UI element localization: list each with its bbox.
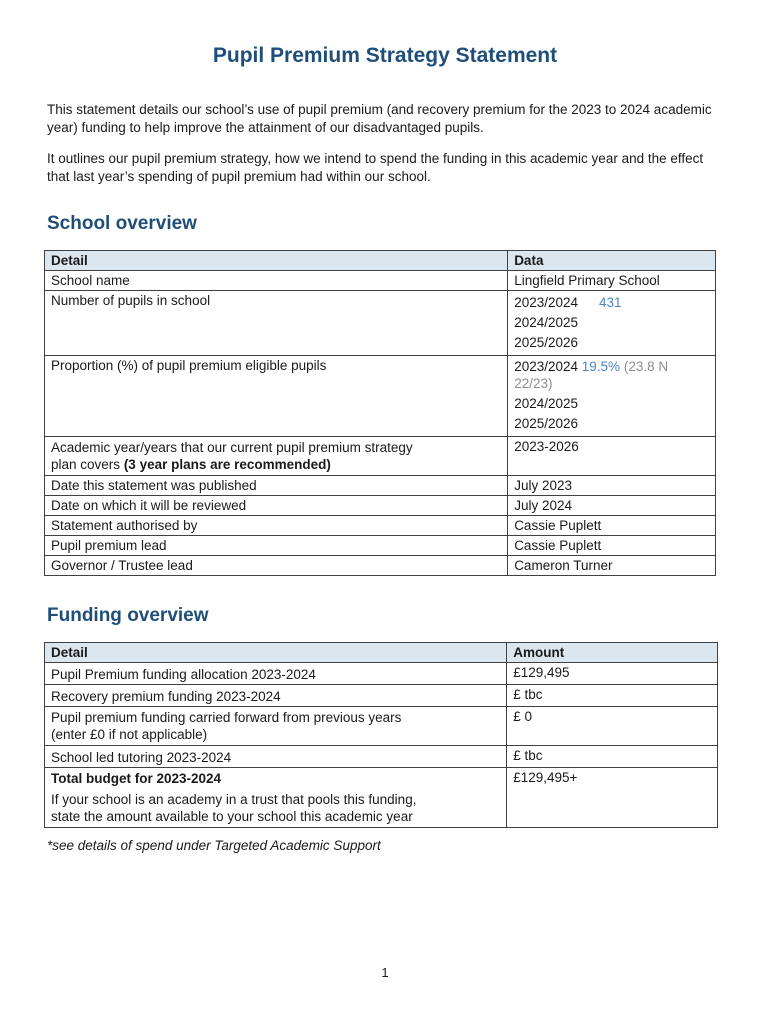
table-header-row: [45, 643, 718, 663]
total-label: Total budget for 2023-2024 If your school is an academy in a trust that pools this funding, state the amount available to your school this academic year: [45, 768, 507, 828]
page-title: Pupil Premium Strategy Statement: [212, 44, 558, 67]
plan-value: 2023-2026: [508, 437, 716, 476]
proportion-previous-b: 22/23): [514, 376, 553, 391]
table-row: [45, 356, 716, 437]
pupils-count-2023: 431: [599, 295, 622, 310]
footnote: *see details of spend under Targeted Academic Support: [47, 838, 381, 853]
plan-label: Academic year/years that our current pupil premium strategy plan covers (3 year plans are recommended): [45, 437, 508, 476]
carried-label: Pupil premium funding carried forward from previous years (enter £0 if not applicable): [45, 707, 507, 746]
page-number: 1: [381, 965, 389, 980]
table-row: [45, 437, 716, 476]
school-name-value: Lingfield Primary School: [508, 271, 716, 291]
pupils-year-2023: 2023/2024: [514, 295, 579, 310]
proportion-value: 2023/2024 19.5% (23.8 N 22/23) 2024/2025 2025/2026: [508, 356, 716, 437]
authorised-label: Statement authorised by: [45, 516, 508, 536]
school-overview-heading: School overview: [47, 213, 197, 234]
proportion-previous-a: (23.8 N: [623, 359, 669, 374]
table-row: [45, 556, 716, 576]
header-detail: Detail: [45, 251, 508, 271]
reviewed-label: Date on which it will be reviewed: [45, 496, 508, 516]
intro-paragraph-2: It outlines our pupil premium strategy, how we intend to spend the funding in this academic year and the effect that last year’s spending of pupil premium had within our school.: [47, 151, 704, 184]
allocation-value: £129,495: [507, 663, 718, 685]
table-row: [45, 271, 716, 291]
header-amount: Amount: [507, 643, 718, 663]
intro-paragraph-1: This statement details our school’s use of pupil premium (and recovery premium for the 2023 to 2024 academic year) funding to help improve the attainment of our disadvantaged pupils.: [47, 102, 712, 135]
lead-value: Cassie Puplett: [508, 536, 716, 556]
total-value: £129,495+: [507, 768, 718, 828]
pupils-year-2024: 2024/2025: [514, 315, 579, 330]
table-row: [45, 663, 718, 685]
carried-value: £ 0: [507, 707, 718, 746]
lead-label: Pupil premium lead: [45, 536, 508, 556]
published-label: Date this statement was published: [45, 476, 508, 496]
header-data: Data: [508, 251, 716, 271]
header-detail: Detail: [45, 643, 507, 663]
table-row: [45, 476, 716, 496]
table-row: [45, 496, 716, 516]
table-row: [45, 707, 718, 746]
funding-overview-table: [44, 642, 718, 828]
proportion-label: Proportion (%) of pupil premium eligible pupils: [45, 356, 508, 437]
pupils-label: Number of pupils in school: [45, 291, 508, 356]
pupils-value: [508, 291, 716, 356]
reviewed-value: July 2024: [508, 496, 716, 516]
school-overview-table: [44, 250, 716, 576]
pupils-year-2025: 2025/2026: [514, 335, 579, 350]
table-row: [45, 516, 716, 536]
proportion-percent: 19.5%: [581, 359, 621, 374]
governor-label: Governor / Trustee lead: [45, 556, 508, 576]
table-row: [45, 768, 718, 828]
recovery-value: £ tbc: [507, 685, 718, 707]
published-value: July 2023: [508, 476, 716, 496]
funding-overview-heading: Funding overview: [47, 605, 209, 626]
allocation-label: Pupil Premium funding allocation 2023-2024: [45, 663, 507, 685]
table-header-row: [45, 251, 716, 271]
table-row: [45, 685, 718, 707]
proportion-year-2024: 2024/2025: [514, 396, 579, 411]
authorised-value: Cassie Puplett: [508, 516, 716, 536]
tutoring-label: School led tutoring 2023-2024: [45, 746, 507, 768]
tutoring-value: £ tbc: [507, 746, 718, 768]
school-name-label: School name: [45, 271, 508, 291]
table-row: [45, 291, 716, 356]
recovery-label: Recovery premium funding 2023-2024: [45, 685, 507, 707]
table-row: [45, 746, 718, 768]
proportion-year-2025: 2025/2026: [514, 416, 579, 431]
governor-value: Cameron Turner: [508, 556, 716, 576]
table-row: [45, 536, 716, 556]
